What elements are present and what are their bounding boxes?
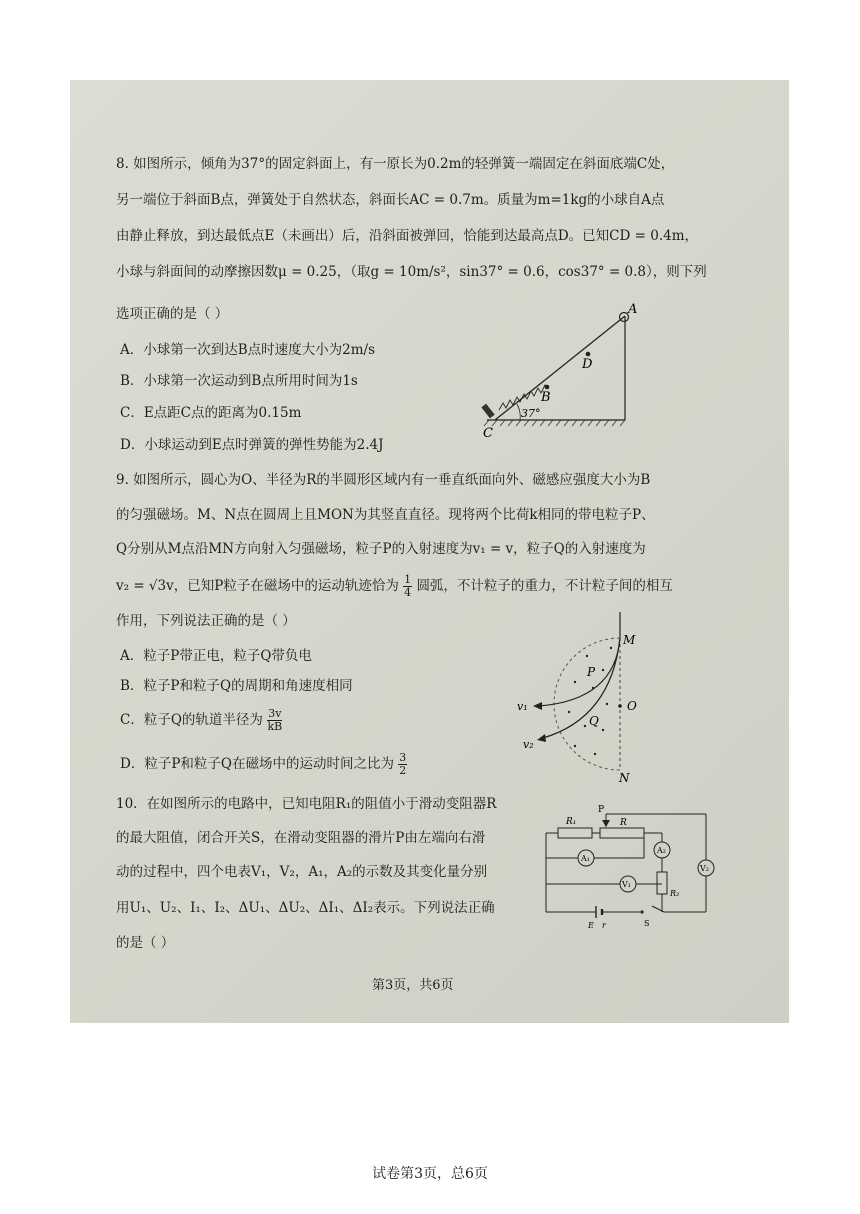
q8-line-3: 由静止释放，到达最低点E（未画出）后，沿斜面被弹回，恰能到达最高点D。已知CD = 0.4m， — [116, 228, 698, 244]
q9-line-4-end: 圆弧，不计粒子的重力，不计粒子间的相互 — [416, 578, 673, 594]
q8-line-5: 选项正确的是（ ） — [116, 306, 229, 322]
q10-line-4: 用U₁、U₂、I₁、I₂、ΔU₁、ΔU₂、ΔI₁、ΔI₂表示。下列说法正确 — [116, 900, 495, 916]
q10-fig-label-a2: A₂ — [657, 846, 666, 855]
q10-line-5: 的是（ ） — [116, 935, 175, 951]
q9-option-d-fraction — [398, 752, 407, 777]
q8-line-4: 小球与斜面间的动摩擦因数μ = 0.25，（取g = 10m/s²，sin37° = 0.6，cos37° = 0.8），则下列 — [116, 264, 707, 280]
scanned-page-number: 第3页，共6页 — [372, 978, 454, 993]
q10-fig-label-r: R — [620, 818, 627, 828]
q10-fig-label-s: S — [644, 919, 650, 928]
q9-option-d — [120, 752, 407, 777]
q9-line-1: 9. 如图所示，圆心为O、半径为R的半圆形区域内有一垂直纸面向外、磁感应强度大小为B — [116, 472, 651, 488]
q9-line-5: 作用，下列说法正确的是（ ） — [116, 613, 296, 629]
q9-fig-label-q: Q — [589, 714, 599, 728]
q8-option-b: B．小球第一次运动到B点所用时间为1s — [120, 373, 358, 389]
q8-option-a: A．小球第一次到达B点时速度大小为2m/s — [120, 342, 376, 358]
q10-line-1: 10．在如图所示的电路中，已知电阻R₁的阻值小于滑动变阻器R — [116, 796, 497, 812]
q9-option-c-text: C．粒子Q的轨道半径为 — [120, 712, 263, 728]
q9-fig-label-m: M — [623, 633, 636, 647]
q9-quarter-fraction — [403, 574, 412, 599]
q9-option-d-text: D．粒子P和粒子Q在磁场中的运动时间之比为 — [120, 756, 394, 772]
q8-option-c: C．E点距C点的距离为0.15m — [120, 405, 302, 421]
q9-line-2: 的匀强磁场。M、N点在圆周上且MON为其竖直直径。现将两个比荷k相同的带电粒子P、 — [116, 507, 655, 523]
q10-fig-label-e: E — [588, 921, 594, 930]
q8-incline-figure — [475, 300, 650, 442]
q9-line-4-start: v₂ = √3v，已知P粒子在磁场中的运动轨迹恰为 — [116, 578, 399, 594]
q9-fig-label-v2: v₂ — [523, 738, 534, 751]
q10-fig-label-v2: V₂ — [700, 864, 709, 873]
q9-option-c-fraction — [267, 708, 282, 733]
q10-circuit-figure — [540, 802, 722, 932]
q9-quarter-den: 4 — [404, 586, 412, 599]
q9-option-c-num: 3v — [268, 707, 282, 720]
q8-fig-label-a: A — [628, 302, 638, 317]
page-footer: 试卷第3页，总6页 — [372, 1166, 488, 1182]
q8-fig-label-d: D — [582, 357, 593, 372]
q10-line-2: 的最大阻值，闭合开关S，在滑动变阻器的滑片P由左端向右滑 — [116, 830, 486, 846]
q10-fig-label-v1: V₁ — [622, 880, 631, 889]
q9-fig-label-v1: v₁ — [517, 700, 528, 713]
q10-fig-label-r-internal: r — [602, 921, 606, 930]
q9-option-d-den: 2 — [399, 764, 407, 777]
scanned-page-photo — [70, 80, 789, 1023]
q9-option-d-num: 3 — [399, 751, 407, 764]
q8-line-1: 8. 如图所示，倾角为37°的固定斜面上，有一原长为0.2m的轻弹簧一端固定在斜面底端C处， — [116, 156, 675, 172]
q9-magnetic-field-figure — [515, 608, 675, 788]
q9-fig-label-o: O — [627, 699, 637, 713]
q9-fig-label-n: N — [619, 771, 630, 785]
q9-line-4 — [116, 574, 673, 599]
q9-option-c — [120, 708, 282, 733]
q10-line-3: 动的过程中，四个电表V₁，V₂，A₁，A₂的示数及其变化量分别 — [116, 864, 488, 880]
q10-fig-label-p: P — [598, 805, 605, 815]
q8-fig-label-c: C — [483, 426, 493, 441]
q8-option-d: D．小球运动到E点时弹簧的弹性势能为2.4J — [120, 437, 384, 453]
q9-option-c-den: kB — [267, 720, 283, 733]
q8-fig-label-b: B — [541, 390, 551, 405]
q10-fig-label-r2: R₂ — [670, 889, 680, 898]
q9-line-3: Q分别从M点沿MN方向射入匀强磁场，粒子P的入射速度为v₁ = v，粒子Q的入射速度为 — [116, 541, 646, 557]
q9-fig-label-p: P — [587, 665, 596, 679]
q10-fig-label-a1: A₁ — [581, 854, 590, 863]
q10-fig-label-r1: R₁ — [566, 817, 577, 827]
q9-quarter-num: 1 — [404, 573, 412, 586]
q9-option-b: B．粒子P和粒子Q的周期和角速度相同 — [120, 678, 353, 694]
q8-fig-angle: 37° — [521, 407, 541, 420]
q8-line-2: 另一端位于斜面B点，弹簧处于自然状态，斜面长AC = 0.7m。质量为m=1kg的小球自A点 — [116, 192, 665, 208]
q9-option-a: A．粒子P带正电，粒子Q带负电 — [120, 648, 312, 664]
